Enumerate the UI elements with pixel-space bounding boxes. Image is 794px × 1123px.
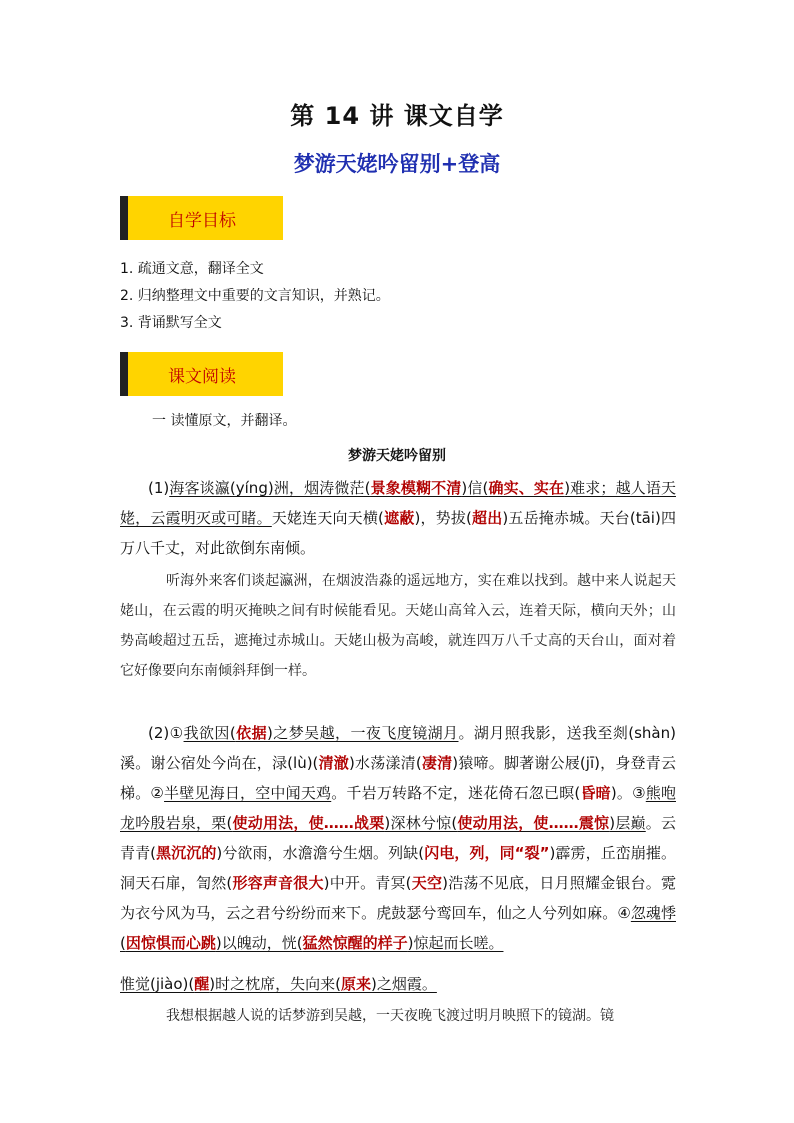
text-run: )之烟霞。 <box>371 975 437 993</box>
annotation: 凄清 <box>421 754 453 772</box>
text-run: 忽魂悸( <box>120 904 676 952</box>
annotation: 黑沉沉的 <box>156 844 217 862</box>
annotation: 确实、实在 <box>488 479 565 497</box>
text-run: )兮欲雨，水澹澹兮生烟。列缺( <box>216 844 425 862</box>
page-title: 第 14 讲 课文自学 <box>290 102 504 130</box>
annotation: 遮蔽 <box>383 509 415 527</box>
goals-list <box>120 256 390 337</box>
text-run: 天姥连天向天横( <box>271 509 384 527</box>
text-run: )浩荡不见底，日月照耀金银台。霓为衣兮风为马，云之君兮纷纷而来下。虎鼓瑟兮鸾回车，仙之人兮列如麻。④ <box>120 874 676 922</box>
annotation: 使动用法，使……战栗 <box>232 814 385 832</box>
text-run: )信( <box>461 479 489 497</box>
text-run: )层巅 <box>609 814 646 832</box>
text-run: 惟觉(jiào)( <box>120 975 195 993</box>
annotation: 超出 <box>471 509 503 527</box>
reading-instruction: 一 读懂原文，并翻译。 <box>152 413 297 429</box>
text-run: 海客谈瀛(yíng)洲，烟涛微茫( <box>169 479 371 497</box>
text-run: 熊咆龙吟殷岩泉，栗( <box>120 784 676 832</box>
section-label-reading: 课文阅读 <box>168 367 236 387</box>
underlined-sentence: 半壁见海日，空中闻天鸡 <box>164 784 332 802</box>
section-banner-reading <box>120 352 283 396</box>
goal-item: 2. 归纳整理文中重要的文言知识，并熟记。 <box>120 288 390 304</box>
text-run: )水荡漾清( <box>349 754 422 772</box>
text-run: )惊起而长嗟。 <box>407 934 504 952</box>
goal-item: 1. 疏通文意，翻译全文 <box>120 261 264 277</box>
text-run: )猿啼。脚著谢公屐(jī)，身登青云梯。② <box>120 754 676 802</box>
annotation: 形容声音很大 <box>232 874 324 892</box>
text-run: )霹雳，丘峦崩摧。洞天石扉，訇然( <box>120 844 676 892</box>
page-subtitle: 梦游天姥吟留别+登高 <box>293 152 501 176</box>
text-run: )以魄动，恍( <box>215 934 303 952</box>
annotation: 天空 <box>411 874 443 892</box>
annotation: 因惊惧而心跳 <box>125 934 216 952</box>
annotation: 景象模糊不清 <box>370 479 462 497</box>
goal-item: 3. 背诵默写全文 <box>120 315 222 331</box>
poem-title: 梦游天姥吟留别 <box>348 448 446 464</box>
underlined-sentence <box>184 724 459 742</box>
text-run: (1) <box>148 479 170 497</box>
annotation: 使动用法，使……震惊 <box>457 814 610 832</box>
text-run: 。千岩万转路不定，迷花倚石忽已暝( <box>331 784 581 802</box>
annotation: 醒 <box>194 975 210 993</box>
text-run: 。湖月照我影，送我至剡(shàn)溪。谢公宿处今尚在，渌(lù)( <box>120 724 676 772</box>
section-banner-goals <box>120 196 283 240</box>
text-run: 我欲因( <box>183 724 236 742</box>
text-run: )难求；越人语天姥，云霞明灭或可睹。 <box>120 479 676 527</box>
text-run: (2)① <box>148 724 184 742</box>
text-run: )深林兮惊( <box>384 814 458 832</box>
poem-paragraph-3 <box>120 969 676 999</box>
text-run: )。③ <box>610 784 646 802</box>
translation-paragraph-2: 我想根据越人说的话梦游到吴越，一天夜晚飞渡过明月映照下的镜湖。镜 <box>166 1008 614 1024</box>
annotation: 闪电，列，同“裂” <box>424 844 550 862</box>
annotation: 清澈 <box>318 754 349 772</box>
poem-paragraph-1 <box>120 473 676 563</box>
text-run: )之梦吴越，一夜飞度镜湖月 <box>267 724 459 742</box>
banner-bar <box>120 352 128 396</box>
annotation: 猛然惊醒的样子 <box>302 934 408 952</box>
text-run: 。云青青( <box>120 814 676 862</box>
annotation: 原来 <box>341 975 372 993</box>
annotation: 依据 <box>235 724 268 742</box>
text-run: )时之枕席，失向来( <box>209 975 341 993</box>
annotation: 昏暗 <box>580 784 611 802</box>
banner-bar <box>120 196 128 240</box>
poem-paragraph-2 <box>120 718 676 958</box>
text-run: )，势拔( <box>414 509 472 527</box>
translation-paragraph-1: 听海外来客们谈起瀛洲，在烟波浩淼的遥远地方，实在难以找到。越中来人说起天姥山，在云霞的明灭掩映之间有时候能看见。天姥山高耸入云，连着天际，横向天外；山势高峻超过五岳，遮掩过赤城山。天姥山极为高峻，就连四万八千丈高的天台山，面对着它好像要向东南倾斜拜倒一样。 <box>120 573 676 679</box>
section-label-goals: 自学目标 <box>168 211 236 231</box>
text-run: )五岳掩赤城。天台(tāi)四万八千丈，对此欲倒东南倾。 <box>120 509 676 557</box>
text-run: )中开。青冥( <box>323 874 412 892</box>
